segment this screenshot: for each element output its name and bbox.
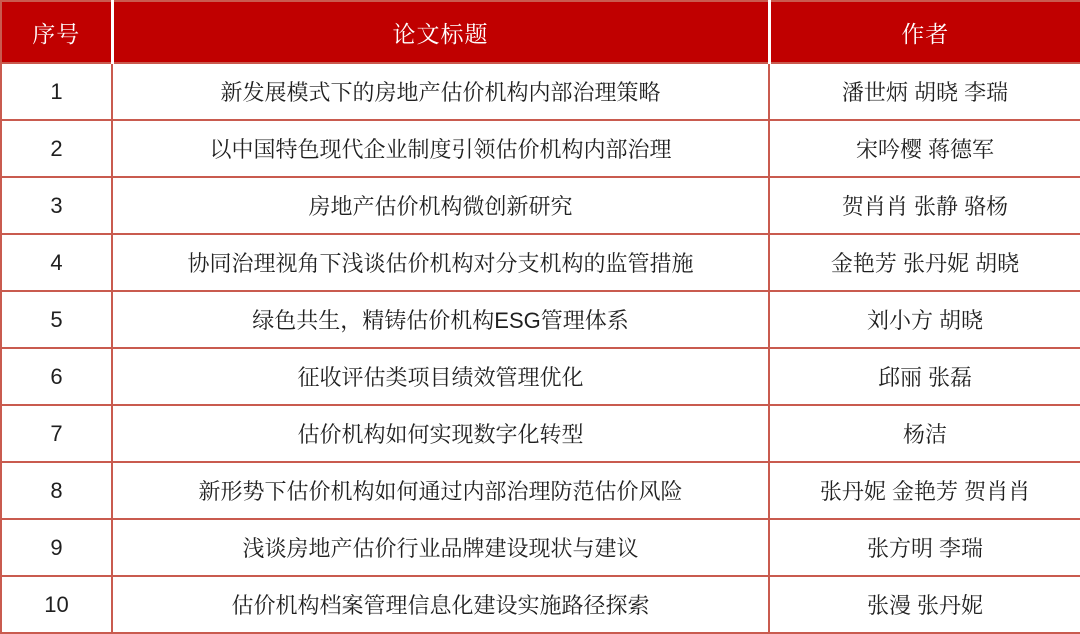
paper-title-cell: 新形势下估价机构如何通过内部治理防范估价风险 xyxy=(112,462,769,519)
authors-cell: 张漫 张丹妮 xyxy=(769,576,1080,633)
row-index-cell: 1 xyxy=(1,63,112,120)
table-row xyxy=(1,576,1080,633)
row-index-cell: 6 xyxy=(1,348,112,405)
authors-cell: 潘世炳 胡晓 李瑞 xyxy=(769,63,1080,120)
authors-cell: 张丹妮 金艳芳 贺肖肖 xyxy=(769,462,1080,519)
paper-title-cell: 估价机构如何实现数字化转型 xyxy=(112,405,769,462)
paper-title-cell: 估价机构档案管理信息化建设实施路径探索 xyxy=(112,576,769,633)
row-index-cell: 10 xyxy=(1,576,112,633)
table-row xyxy=(1,63,1080,120)
paper-title-cell: 协同治理视角下浅谈估价机构对分支机构的监管措施 xyxy=(112,234,769,291)
column-header-authors: 作者 xyxy=(769,1,1080,63)
authors-cell: 邱丽 张磊 xyxy=(769,348,1080,405)
authors-cell: 宋吟樱 蒋德军 xyxy=(769,120,1080,177)
paper-title-cell: 浅谈房地产估价行业品牌建设现状与建议 xyxy=(112,519,769,576)
table-row xyxy=(1,405,1080,462)
table-row xyxy=(1,234,1080,291)
column-header-title: 论文标题 xyxy=(112,1,769,63)
row-index-cell: 3 xyxy=(1,177,112,234)
table-row xyxy=(1,291,1080,348)
authors-cell: 刘小方 胡晓 xyxy=(769,291,1080,348)
row-index-cell: 8 xyxy=(1,462,112,519)
row-index-cell: 4 xyxy=(1,234,112,291)
authors-cell: 杨洁 xyxy=(769,405,1080,462)
table-row xyxy=(1,348,1080,405)
table-row xyxy=(1,462,1080,519)
table-row xyxy=(1,177,1080,234)
row-index-cell: 2 xyxy=(1,120,112,177)
table-row xyxy=(1,519,1080,576)
table-row xyxy=(1,120,1080,177)
column-header-index: 序号 xyxy=(1,1,112,63)
row-index-cell: 7 xyxy=(1,405,112,462)
authors-cell: 金艳芳 张丹妮 胡晓 xyxy=(769,234,1080,291)
paper-title-cell: 征收评估类项目绩效管理优化 xyxy=(112,348,769,405)
authors-cell: 贺肖肖 张静 骆杨 xyxy=(769,177,1080,234)
authors-cell: 张方明 李瑞 xyxy=(769,519,1080,576)
paper-title-cell: 新发展模式下的房地产估价机构内部治理策略 xyxy=(112,63,769,120)
paper-title-cell: 以中国特色现代企业制度引领估价机构内部治理 xyxy=(112,120,769,177)
paper-title-cell: 房地产估价机构微创新研究 xyxy=(112,177,769,234)
paper-title-cell: 绿色共生，精铸估价机构ESG管理体系 xyxy=(112,291,769,348)
row-index-cell: 9 xyxy=(1,519,112,576)
row-index-cell: 5 xyxy=(1,291,112,348)
header-row xyxy=(1,1,1080,63)
